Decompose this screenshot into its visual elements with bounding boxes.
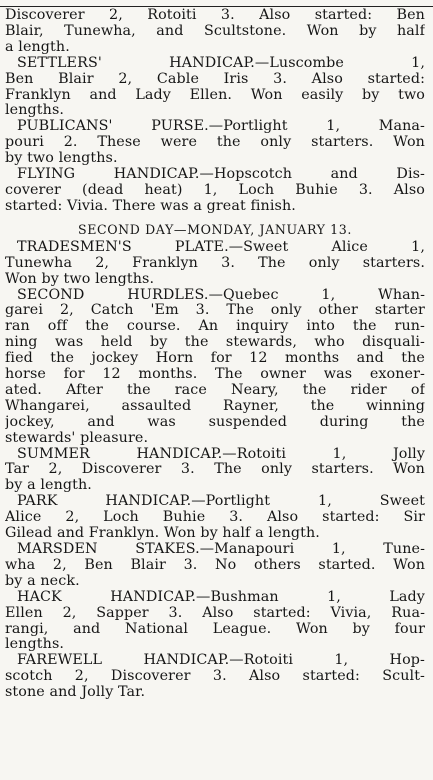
text-line: rangi, and National League. Won by four <box>5 621 425 637</box>
top-rule <box>0 0 433 7</box>
text-line: ated. After the race Neary, the rider of <box>5 382 425 398</box>
text-line: horse for 12 months. The owner was exoner- <box>5 367 425 383</box>
day-heading: SECOND DAY—MONDAY, JANUARY 13. <box>77 221 353 237</box>
article-column <box>5 8 425 701</box>
text-line: garei 2, Catch 'Em 3. The only other starter <box>5 303 425 319</box>
paragraph-second-hurdles <box>5 288 425 447</box>
text-line: Ben Blair 2, Cable Iris 3. Also started: <box>5 71 425 87</box>
paragraph-tradesmens-plate <box>5 240 425 288</box>
text-line: fied the jockey Horn for 12 months and the <box>5 351 425 367</box>
text-line: Franklyn and Lady Ellen. Won easily by two <box>5 87 425 103</box>
paragraph-flying-handicap <box>5 167 425 215</box>
paragraph-farewell-handicap <box>5 653 425 701</box>
text-line: Tar 2, Discoverer 3. The only starters. Won <box>5 462 425 478</box>
text-line: started: Vivia. There was a great finish. <box>5 198 296 214</box>
text-line: stewards' pleasure. <box>5 430 149 446</box>
text-line: Gilead and Franklyn. Won by half a length. <box>5 526 320 542</box>
text-line: jockey, and was suspended during the <box>5 414 425 430</box>
text-line: ran off the course. An inquiry into the run- <box>5 319 425 335</box>
text-line: by two lengths. <box>5 151 118 167</box>
text-line: a length. <box>5 39 70 55</box>
text-line: SUMMER HANDICAP.—Rotoiti 1, Jolly <box>17 446 425 462</box>
text-line: Tunewha 2, Franklyn 3. The only starters. <box>5 255 425 271</box>
paragraph-publicans-purse <box>5 119 425 167</box>
text-line: by a neck. <box>5 573 80 589</box>
text-line: FLYING HANDICAP.—Hopscotch and Dis- <box>17 167 425 183</box>
text-line: by a length. <box>5 478 92 494</box>
text-line: ning was held by the stewards, who disquali- <box>5 335 425 351</box>
text-line: FAREWELL HANDICAP.—Rotoiti 1, Hop- <box>17 653 425 669</box>
text-line: MARSDEN STAKES.—Manapouri 1, Tune- <box>17 542 425 557</box>
text-line: TRADESMEN'S PLATE.—Sweet Alice 1, <box>17 239 425 255</box>
text-line: pouri 2. These were the only starters. Won <box>5 135 425 151</box>
paragraph-marsden-stakes <box>5 542 425 590</box>
text-line: coverer (dead heat) 1, Loch Buhie 3. Also <box>5 182 425 198</box>
text-line: lengths. <box>5 103 65 119</box>
text-line: SECOND HURDLES.—Quebec 1, Whan- <box>17 287 425 303</box>
text-line: PARK HANDICAP.—Portlight 1, Sweet <box>17 494 425 510</box>
text-line: Alice 2, Loch Buhie 3. Also started: Sir <box>5 510 425 526</box>
text-line: PUBLICANS' PURSE.—Portlight 1, Mana- <box>17 119 425 135</box>
text-line: lengths. <box>5 637 65 653</box>
paragraph-hack-handicap <box>5 590 425 654</box>
text-line: wha 2, Ben Blair 3. No others started. Won <box>5 557 425 573</box>
text-line: stone and Jolly Tar. <box>5 685 146 701</box>
paragraph-park-handicap <box>5 494 425 542</box>
paragraph-settlers-handicap <box>5 56 425 120</box>
text-line: Won by two lengths. <box>5 271 155 287</box>
text-line: Ellen 2, Sapper 3. Also started: Vivia, Rua- <box>5 605 425 621</box>
text-line: Blair, Tunewha, and Scultstone. Won by half <box>5 23 425 39</box>
text-line: Whangarei, assaulted Rayner, the winning <box>5 398 425 414</box>
text-line: Discoverer 2, Rotoiti 3. Also started: Ben <box>5 8 425 23</box>
text-line: scotch 2, Discoverer 3. Also started: Scult- <box>5 669 425 685</box>
paragraph-day1-1 <box>5 8 425 56</box>
text-line: SETTLERS' HANDICAP.—Luscombe 1, <box>17 55 425 71</box>
paragraph-summer-handicap <box>5 447 425 495</box>
text-line: HACK HANDICAP.—Bushman 1, Lady <box>17 589 425 605</box>
